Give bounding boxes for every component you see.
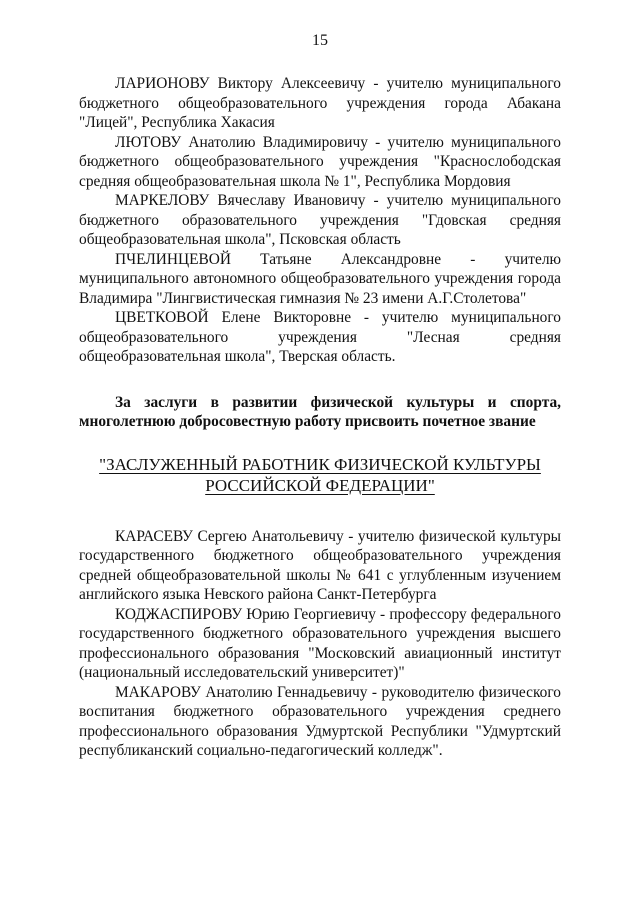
awardee-list-teachers (79, 74, 561, 367)
awardee-list-physical-culture (79, 527, 561, 761)
awardee-entry: МАРКЕЛОВУ Вячеславу Ивановичу - учителю муниципального бюджетного образовательного учреждения "Гдовская средняя общеобразовательная школа", Псковская область (79, 192, 561, 248)
awardee-entry: КОДЖАСПИРОВУ Юрию Георгиевичу - профессору федерального государственного бюджетного образовательного учреждения высшего профессионального образования "Московский авиационный институт (национальный исследовательский университет)" (79, 605, 561, 681)
awardee-entry: ЛАРИОНОВУ Виктору Алексеевичу - учителю муниципального бюджетного общеобразовательного учреждения города Абакана "Лицей", Республика Хакасия (79, 75, 561, 131)
award-title (79, 454, 561, 496)
award-title-line: РОССИЙСКОЙ ФЕДЕРАЦИИ" (205, 475, 435, 495)
awardee-entry: ПЧЕЛИНЦЕВОЙ Татьяне Александровне - учителю муниципального автономного общеобразовательного учреждения города Владимира "Лингвистическая гимназия № 23 имени А.Г.Столетова" (79, 250, 561, 307)
award-heading: За заслуги в развитии физической культуры и спорта, многолетнюю добросовестную работу присвоить почетное звание (79, 393, 561, 430)
awardee-entry: ЛЮТОВУ Анатолию Владимировичу - учителю муниципального бюджетного общеобразовательного учреждения "Краснослободская средняя общеобразовательная школа № 1", Республика Мордовия (79, 133, 561, 190)
award-title-line: "ЗАСЛУЖЕННЫЙ РАБОТНИК ФИЗИЧЕСКОЙ КУЛЬТУРЫ (99, 454, 541, 474)
awardee-entry: КАРАСЕВУ Сергею Анатольевичу - учителю физической культуры государственного бюджетного общеобразовательного учреждения средней общеобразовательной школы № 641 с углубленным изучением английского языка Невского района Санкт-Петербурга (79, 527, 561, 603)
page-number: 15 (312, 32, 328, 49)
awardee-entry: ЦВЕТКОВОЙ Елене Викторовне - учителю муниципального общеобразовательного учреждения "Лесная средняя общеобразовательная школа", Тверская область. (79, 309, 561, 365)
document-body (79, 74, 561, 761)
awardee-entry: МАКАРОВУ Анатолию Геннадьевичу - руководителю физического воспитания бюджетного образовательного учреждения среднего профессионального образования Удмуртской Республики "Удмуртский республиканский социально-педагогический колледж". (79, 683, 561, 759)
